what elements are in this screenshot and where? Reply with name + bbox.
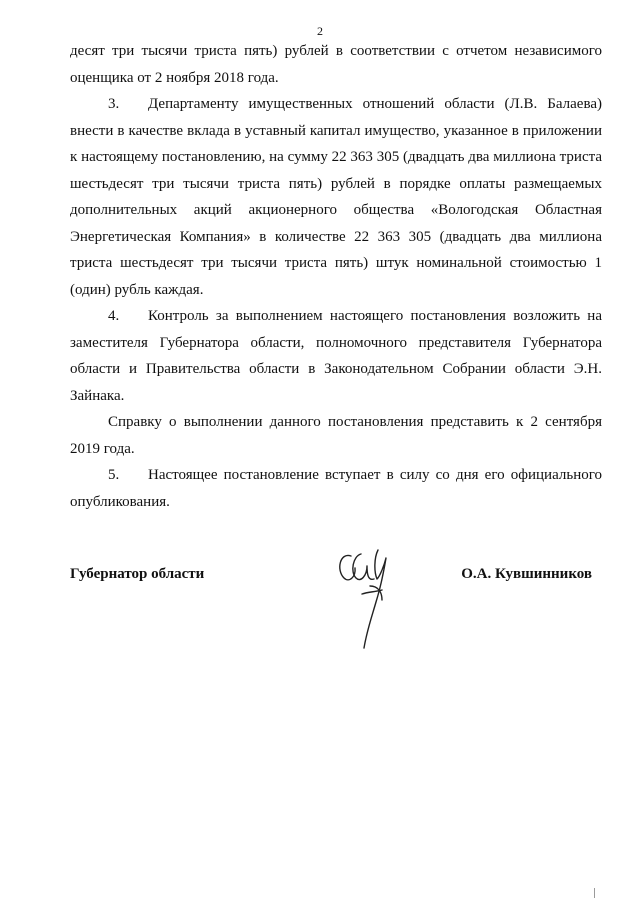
- paragraph-text: Настоящее постановление вступает в силу со дня его официального опубликования.: [70, 467, 602, 510]
- paragraph-item-5: [70, 462, 602, 515]
- paragraph-text: десят три тысячи триста пять) рублей в соответствии с отчетом независимого оценщика от 2 ноября 2018 года.: [70, 43, 602, 86]
- paragraph-report-deadline: [70, 409, 602, 462]
- paragraph-text: Справку о выполнении данного постановления представить к 2 сентября 2019 года.: [70, 414, 602, 457]
- page-number: 2: [317, 24, 323, 38]
- signature-block: [70, 560, 602, 680]
- paragraph-item-3: [70, 91, 602, 303]
- paragraph-item-4: [70, 303, 602, 409]
- paragraph-text: Контроль за выполнением настоящего постановления возложить на заместителя Губернатора области, полномочного представителя Губернатора области и Правительства области в Законодательном Собрании области Э.Н. Зайнака.: [70, 308, 602, 404]
- paragraph-text: Департаменту имущественных отношений области (Л.В. Балаева) внести в качестве вклада в уставный капитал имущество, указанное в приложении к настоящему постановлению, на сумму 22 363 305 (двадцать два миллиона триста шестьдесят три тысячи триста пять) рублей в порядке оплаты размещаемых дополнительных акций акционерного общества «Вологодская Областная Энергетическая Компания» в количестве 22 363 305 (двадцать два миллиона триста шестьдесят три тысячи триста пять) штук номинальной стоимостью 1 (один) рубль каждая.: [70, 96, 602, 298]
- paragraph-number: 4.: [108, 308, 120, 324]
- scan-edge-mark: [594, 888, 595, 898]
- document-body: [70, 38, 602, 515]
- signatory-title: Губернатор области: [70, 566, 205, 582]
- handwritten-signature: [334, 548, 404, 668]
- paragraph-number: 3.: [108, 96, 120, 112]
- paragraph-continuation: [70, 38, 602, 91]
- signatory-name: О.А. Кувшинников: [461, 566, 592, 582]
- paragraph-number: 5.: [108, 467, 120, 483]
